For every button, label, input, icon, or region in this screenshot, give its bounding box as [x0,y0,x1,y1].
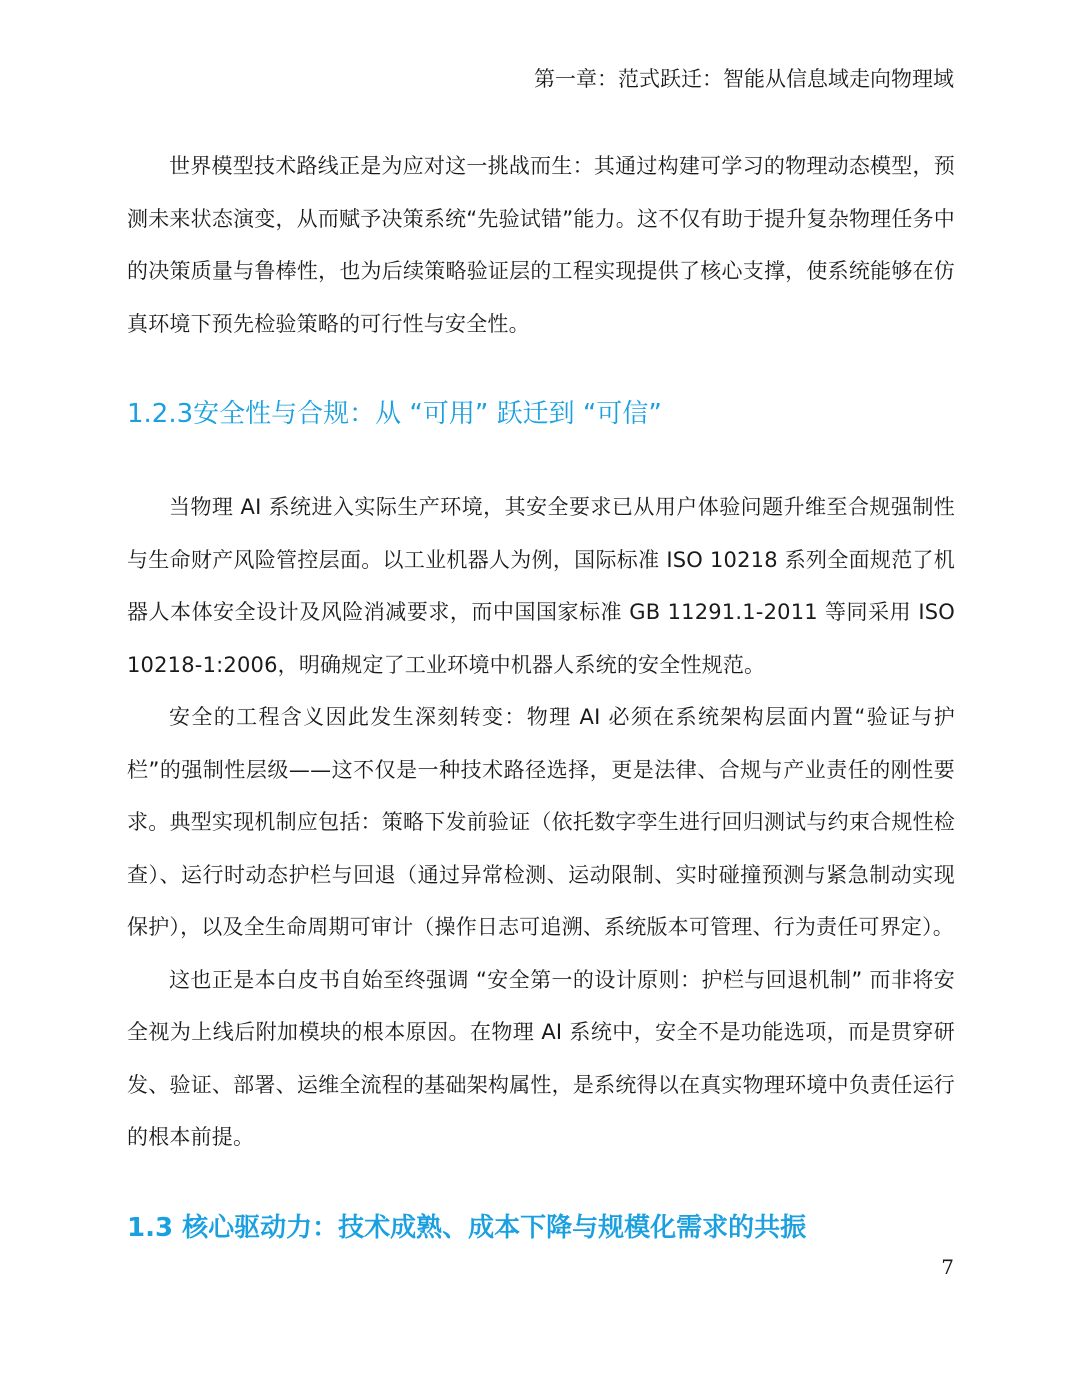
section-heading-1-2-3: 1.2.3安全性与合规：从 “可用” 跃迁到 “可信” [127,399,662,429]
chapter-header: 第一章：范式跃迁：智能从信息域走向物理域 [534,67,954,91]
page-content [127,140,955,1260]
paragraph-safety-first: 这也正是本白皮书自始至终强调 “安全第一的设计原则：护栏与回退机制” 而非将安全视为上线后附加模块的根本原因。在物理 AI 系统中，安全不是功能选项，而是贯穿研发、验证、部署、运维全流程的基础架构属性，是系统得以在真实物理环境中负责任运行的根本前提。 [127,967,955,1149]
paragraph-world-model: 世界模型技术路线正是为应对这一挑战而生：其通过构建可学习的物理动态模型，预测未来状态演变，从而赋予决策系统“先验试错”能力。这不仅有助于提升复杂物理任务中的决策质量与鲁棒性，也为后续策略验证层的工程实现提供了核心支撑，使系统能够在仿真环境下预先检验策略的可行性与安全性。 [127,154,955,336]
section-heading-1-3: 1.3 核心驱动力：技术成熟、成本下降与规模化需求的共振 [127,1212,807,1243]
paragraph-engineering-meaning: 安全的工程含义因此发生深刻转变：物理 AI 必须在系统架构层面内置“验证与护栏”的强制性层级——这不仅是一种技术路径选择，更是法律、合规与产业责任的刚性要求。典型实现机制应包括：策略下发前验证（依托数字孪生进行回归测试与约束合规性检查）、运行时动态护栏与回退（通过异常检测、运动限制、实时碰撞预测与紧急制动实现保护），以及全生命周期可审计（操作日志可追溯、系统版本可管理、行为责任可界定）。 [127,705,955,939]
page-number: 7 [941,1255,954,1279]
paragraph-safety-standards: 当物理 AI 系统进入实际生产环境，其安全要求已从用户体验问题升维至合规强制性与生命财产风险管控层面。以工业机器人为例，国际标准 ISO 10218 系列全面规范了机器人本体安全设计及风险消减要求，而中国国家标准 GB 11291.1-2011 等同采用 ISO 10218-1:2006，明确规定了工业环境中机器人系统的安全性规范。 [127,495,955,677]
